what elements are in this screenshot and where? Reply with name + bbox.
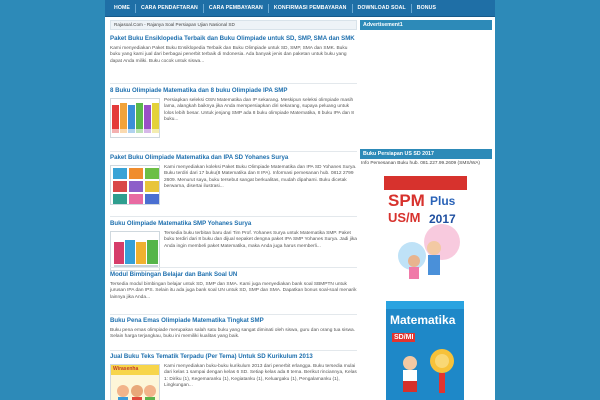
cover-brand: SPM <box>388 191 425 210</box>
breadcrumb: Rajasoal.Com - Rajanya Soal Persiapan Ujian Nasional SD <box>110 20 357 30</box>
book-covers-image <box>111 99 160 138</box>
post-title[interactable]: Jual Buku Teks Tematik Terpadu (Per Tema) Untuk SD Kurikulum 2013 <box>110 353 313 360</box>
widget-title-advertisement: Advertisement1 <box>360 20 492 30</box>
nav-konfirmasi-pembayaran[interactable]: KONFIRMASI PEMBAYARAN <box>273 4 347 11</box>
post-excerpt: Tersedia buku terbitan baru dari Tim Prof. Yohanes Surya untuk Matematika SMP. Paket buku terdiri dari 8 buku dan dijual sepaket dengna paket IPA SMP Yohanes Surya. Jadi jika Anda ingin membeli paket Matematika, maka Anda juga harus memberli... <box>164 231 357 249</box>
post-title[interactable]: Buku Pena Emas Olimpiade Matematika Tingkat SMP <box>110 317 264 324</box>
post-divider <box>110 151 357 152</box>
nav-home[interactable]: HOME <box>114 4 130 11</box>
post-item <box>110 220 357 271</box>
post-excerpt: Kami menyediakan buku-buku kurikulum 2013 dari penerbit erlangga. Buku tersedia mulai dari kelas 1 sampai dengan kelas 6 SD. Setiap kelas ada 8 tema. Berikut rinciannya, Kelas 1: Diriku (1), Kegemaranku (1), Kegiatanku (1), Keluargaku (1), Pengalamanku (1), Lingkungan... <box>164 364 357 389</box>
post-excerpt: Buku pena emas olimpiade merupakan salah satu buku yang sangat diminati oleh siswa, guru dan orang tua siswa. Selain harga terjangkau, buku ini memiliki kualitas yang baik. <box>110 328 356 340</box>
cover-year: 2017 <box>429 212 456 226</box>
post-item <box>110 317 357 341</box>
post-title[interactable]: Buku Olimpiade Matematika SMP Yohanes Surya <box>110 220 252 227</box>
post-item <box>110 154 357 205</box>
thumbnail-caption: Wirasenha <box>113 366 139 372</box>
post-item <box>110 87 357 138</box>
post-item <box>110 271 357 301</box>
nav-cara-pendaftaran[interactable]: CARA PENDAFTARAN <box>140 4 198 11</box>
matematika-cover-art <box>386 289 464 400</box>
post-excerpt: Kami menyediakan Paket Buku Ensiklopedia Terbaik dan Buku Olimpiade untuk SD, SMP, SMA dan SMK. Buku buku yang kami jual dari berbagai penerbit terbaik di Indonesia. Ada banyak jenis dan paketan untuk buku yang dapat Anda miliki. Buku cocok untuk siswa... <box>110 46 348 64</box>
nav-bonus[interactable]: BONUS <box>416 4 437 11</box>
post-divider <box>110 83 357 84</box>
post-title[interactable]: 8 Buku Olimpiade Matematika dan 8 buku Olimpiade IPA SMP <box>110 87 288 94</box>
post-excerpt: Persiapkan seleksi OSN Matematika dan IP sekarang. Meskipun seleksi olimpiade masih lama, alangkah baiknya jika Anda mempersiapkan diri sekarang, supaya peluang untuk lolos lebih besar. Untuk jenjang SMP ada 8 buku olimpiade Matematika, 8 buku IPA dan 8 buku... <box>164 98 354 123</box>
cover-level: SD/MI <box>394 334 414 341</box>
widget-title-buku-persiapan: Buku Persiapan US SD 2017 <box>360 149 492 159</box>
post-divider <box>110 350 357 351</box>
page-container <box>105 0 495 400</box>
post-title[interactable]: Modul Bimbingan Belajar dan Bank Soal UN <box>110 271 238 278</box>
post-item <box>110 353 357 400</box>
post-divider <box>110 216 357 217</box>
post-thumbnail[interactable] <box>110 364 160 400</box>
nav-cara-pembayaran[interactable]: CARA PEMBAYARAN <box>208 4 263 11</box>
post-body <box>110 231 357 271</box>
cover-exam: US/M <box>388 210 421 225</box>
post-body <box>110 98 357 138</box>
sidebar <box>360 20 492 400</box>
post-excerpt: Tersedia modul bimbingan belajar untuk SD, SMP dan SMA. Kami juga menyediakan bank soal SBMPTN untuk jurusan IPA dan IPS. Selain itu ada juga bank soal UN untuk SD, SMP dan SMA. Dapatkan bonus soal-soal menarik lainnya jika Anda... <box>110 282 357 300</box>
book-cover-spm-plus[interactable] <box>384 176 467 279</box>
post-title[interactable]: Paket Buku Olimpiade Matematika dan IPA SD Yohanes Surya <box>110 154 289 161</box>
post-item <box>110 35 357 65</box>
post-divider <box>110 314 357 315</box>
book-stack-image <box>111 232 160 271</box>
post-body <box>110 165 357 205</box>
main-content <box>110 20 357 400</box>
nav-download-soal[interactable]: DOWNLOAD SOAL <box>357 4 406 11</box>
widget-order-info: Info Pemesanan Buku hub. 081.227.99.2609 (SMS/WA) <box>361 161 481 166</box>
post-body <box>110 364 357 400</box>
top-nav <box>105 0 495 17</box>
post-thumbnail[interactable] <box>110 231 160 271</box>
book-set-image <box>111 166 160 205</box>
cover-plus: Plus <box>430 194 456 208</box>
post-thumbnail[interactable] <box>110 98 160 138</box>
post-divider <box>110 267 357 268</box>
book-cover-matematika[interactable] <box>386 289 464 400</box>
post-excerpt: Kami menyediakan koleksi Paket Buku Olimpiade Matematika dan IPA SD Yohanes Surya. Buku terdiri dari 17 buku(8 Matematika dan 8 IPA). Informasi pemesanan hub. 0812 2799 2609. Menurut saya, buku tersebut sangat berkualitas, mudah dipahami. Buku dicetak berwarna, disertai ilustrasi... <box>164 165 357 190</box>
post-title[interactable]: Paket Buku Ensiklopedia Terbaik dan Buku Olimpiade untuk SD, SMP, SMA dan SMK <box>110 35 355 42</box>
post-thumbnail[interactable] <box>110 165 160 205</box>
cover-title: Matematika <box>390 313 456 327</box>
